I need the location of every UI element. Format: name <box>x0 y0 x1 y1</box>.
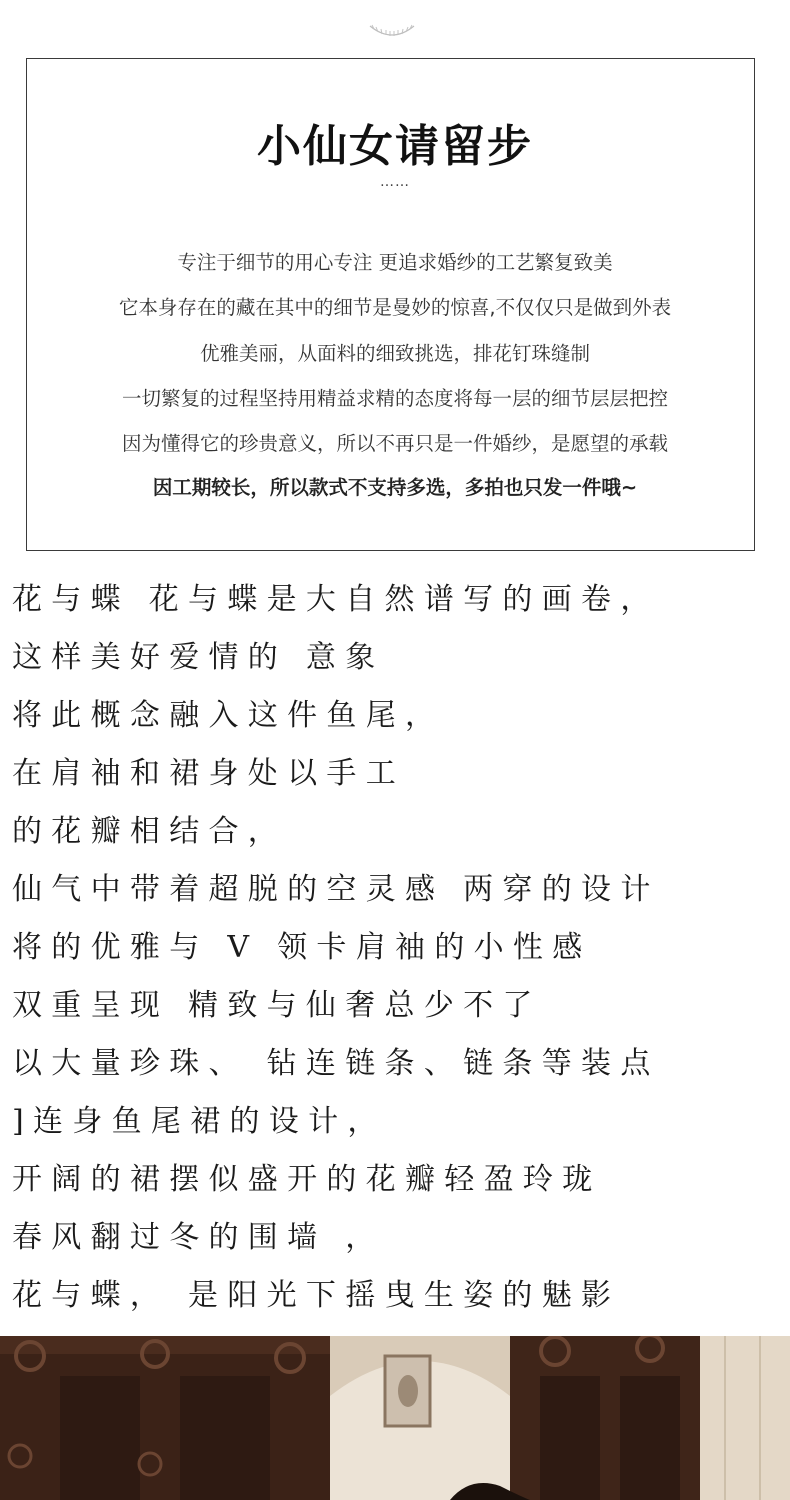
story-line: 以大量珍珠、 钻连链条、链条等装点 <box>12 1046 660 1081</box>
notice-line: 它本身存在的藏在其中的细节是曼妙的惊喜,不仅仅只是做到外表 <box>118 296 672 319</box>
story-line: 将的优雅与 V 领卡肩袖的小性感 <box>12 930 592 965</box>
story-line: 的花瓣相结合， <box>12 814 288 849</box>
photo-scene <box>0 1336 790 1500</box>
story-line: 花与蝶 花与蝶是大自然谱写的画卷， <box>12 582 660 617</box>
story-line: 春风翻过冬的围墙 ， <box>12 1220 385 1255</box>
notice-dots: …… <box>380 174 410 190</box>
notice-line: 专注于细节的用心专注 更追求婚纱的工艺繁复致美 <box>177 251 613 274</box>
product-photo <box>0 1336 790 1500</box>
story-line: 这样美好爱情的 意象 <box>12 640 385 675</box>
story-line: 在肩袖和裙身处以手工 <box>12 756 405 791</box>
laurel-ornament-icon <box>366 22 418 42</box>
story-line: ]连身鱼尾裙的设计， <box>12 1104 387 1139</box>
notice-line: 一切繁复的过程坚持用精益求精的态度将每一层的细节层层把控 <box>121 387 668 410</box>
story-line: 花与蝶， 是阳光下摇曳生姿的魅影 <box>12 1278 621 1313</box>
notice-note: 因工期较长，所以款式不支持多选，多拍也只发一件哦~ <box>152 476 638 499</box>
notice-line: 因为懂得它的珍贵意义，所以不再只是一件婚纱，是愿望的承载 <box>121 432 668 455</box>
story-line: 仙气中带着超脱的空灵感 两穿的设计 <box>12 872 660 907</box>
notice-line: 优雅美丽，从面料的细致挑选，排花钉珠缝制 <box>199 342 590 365</box>
notice-title: 小仙女请留步 <box>257 121 533 172</box>
story-line: 开阔的裙摆似盛开的花瓣轻盈玲珑 <box>12 1162 602 1197</box>
story-line: 将此概念融入这件鱼尾， <box>12 698 445 733</box>
story-line: 双重呈现 精致与仙奢总少不了 <box>12 988 542 1023</box>
